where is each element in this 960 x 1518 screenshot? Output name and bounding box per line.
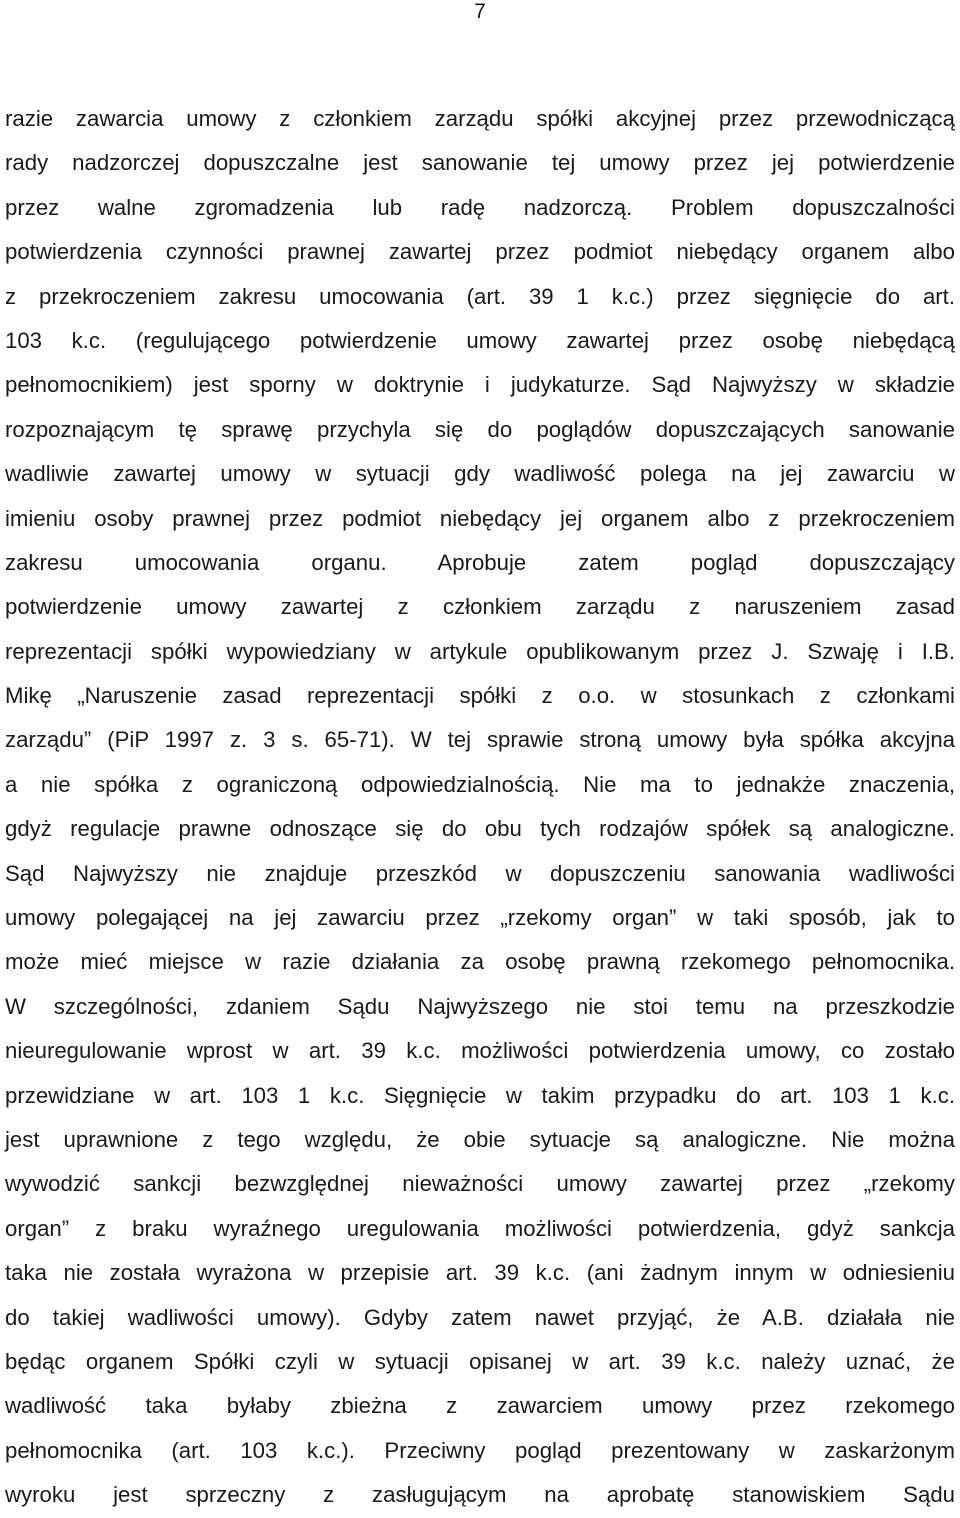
- text-line: 103 k.c. (regulującego potwierdzenie umowy zawartej przez osobę niebędącą: [5, 327, 955, 353]
- text-line: rady nadzorczej dopuszczalne jest sanowanie tej umowy przez jej potwierdzenie: [5, 150, 955, 176]
- text-line: pełnomocnikiem) jest sporny w doktrynie i judykaturze. Sąd Najwyższy w składzie: [5, 372, 955, 398]
- text-line: reprezentacji spółki wypowiedziany w artykule opublikowanym przez J. Szwaję i I.B.: [5, 638, 955, 664]
- text-line: zakresu umocowania organu. Aprobuje zatem pogląd dopuszczający: [5, 549, 955, 575]
- text-line: a nie spółka z ograniczoną odpowiedzialnością. Nie ma to jednakże znaczenia,: [5, 771, 955, 797]
- document-body: [5, 97, 955, 1518]
- text-line: taka nie została wyrażona w przepisie art. 39 k.c. (ani żadnym innym w odniesieniu: [5, 1260, 955, 1286]
- text-line: razie zawarcia umowy z członkiem zarządu spółki akcyjnej przez przewodniczącą: [5, 106, 955, 131]
- text-line: potwierdzenia czynności prawnej zawartej przez podmiot niebędący organem albo: [5, 239, 955, 265]
- text-line: nieuregulowanie wprost w art. 39 k.c. możliwości potwierdzenia umowy, co zostało: [5, 1038, 955, 1064]
- text-line: wadliwość taka byłaby zbieżna z zawarciem umowy przez rzekomego: [5, 1393, 955, 1419]
- text-line: Mikę „Naruszenie zasad reprezentacji spółki z o.o. w stosunkach z członkami: [5, 683, 955, 709]
- text-line: może mieć miejsce w razie działania za osobę prawną rzekomego pełnomocnika.: [5, 949, 955, 975]
- text-line: wadliwie zawartej umowy w sytuacji gdy wadliwość polega na jej zawarciu w: [5, 461, 955, 487]
- text-line: wywodzić sankcji bezwzględnej nieważności umowy zawartej przez „rzekomy: [5, 1171, 955, 1197]
- text-line: organ” z braku wyraźnego uregulowania możliwości potwierdzenia, gdyż sankcja: [5, 1215, 955, 1241]
- text-line: przewidziane w art. 103 1 k.c. Sięgnięcie w takim przypadku do art. 103 1 k.c.: [5, 1082, 955, 1108]
- text-line: do takiej wadliwości umowy). Gdyby zatem nawet przyjąć, że A.B. działała nie: [5, 1304, 955, 1330]
- text-line: przez walne zgromadzenia lub radę nadzorczą. Problem dopuszczalności: [5, 194, 955, 220]
- text-line: pełnomocnika (art. 103 k.c.). Przeciwny pogląd prezentowany w zaskarżonym: [5, 1437, 955, 1463]
- text-line: W szczególności, zdaniem Sądu Najwyższego nie stoi temu na przeszkodzie: [5, 993, 955, 1019]
- text-line: gdyż regulacje prawne odnoszące się do obu tych rodzajów spółek są analogiczne.: [5, 816, 955, 842]
- text-line: będąc organem Spółki czyli w sytuacji opisanej w art. 39 k.c. należy uznać, że: [5, 1348, 955, 1374]
- text-line: wyroku jest sprzeczny z zasługującym na aprobatę stanowiskiem Sądu: [5, 1482, 955, 1508]
- page-number: 7: [474, 0, 486, 23]
- text-line: z przekroczeniem zakresu umocowania (art. 39 1 k.c.) przez sięgnięcie do art.: [5, 283, 955, 309]
- text-line: potwierdzenie umowy zawartej z członkiem zarządu z naruszeniem zasad: [5, 594, 955, 620]
- text-line: zarządu” (PiP 1997 z. 3 s. 65-71). W tej sprawie stroną umowy była spółka akcyjna: [5, 727, 955, 753]
- text-line: umowy polegającej na jej zawarciu przez „rzekomy organ” w taki sposób, jak to: [5, 905, 955, 931]
- text-line: imieniu osoby prawnej przez podmiot niebędący jej organem albo z przekroczeniem: [5, 505, 955, 531]
- text-line: rozpoznającym tę sprawę przychyla się do poglądów dopuszczających sanowanie: [5, 416, 955, 442]
- text-line: jest uprawnione z tego względu, że obie sytuacje są analogiczne. Nie można: [5, 1126, 955, 1152]
- text-line: Sąd Najwyższy nie znajduje przeszkód w dopuszczeniu sanowania wadliwości: [5, 860, 955, 886]
